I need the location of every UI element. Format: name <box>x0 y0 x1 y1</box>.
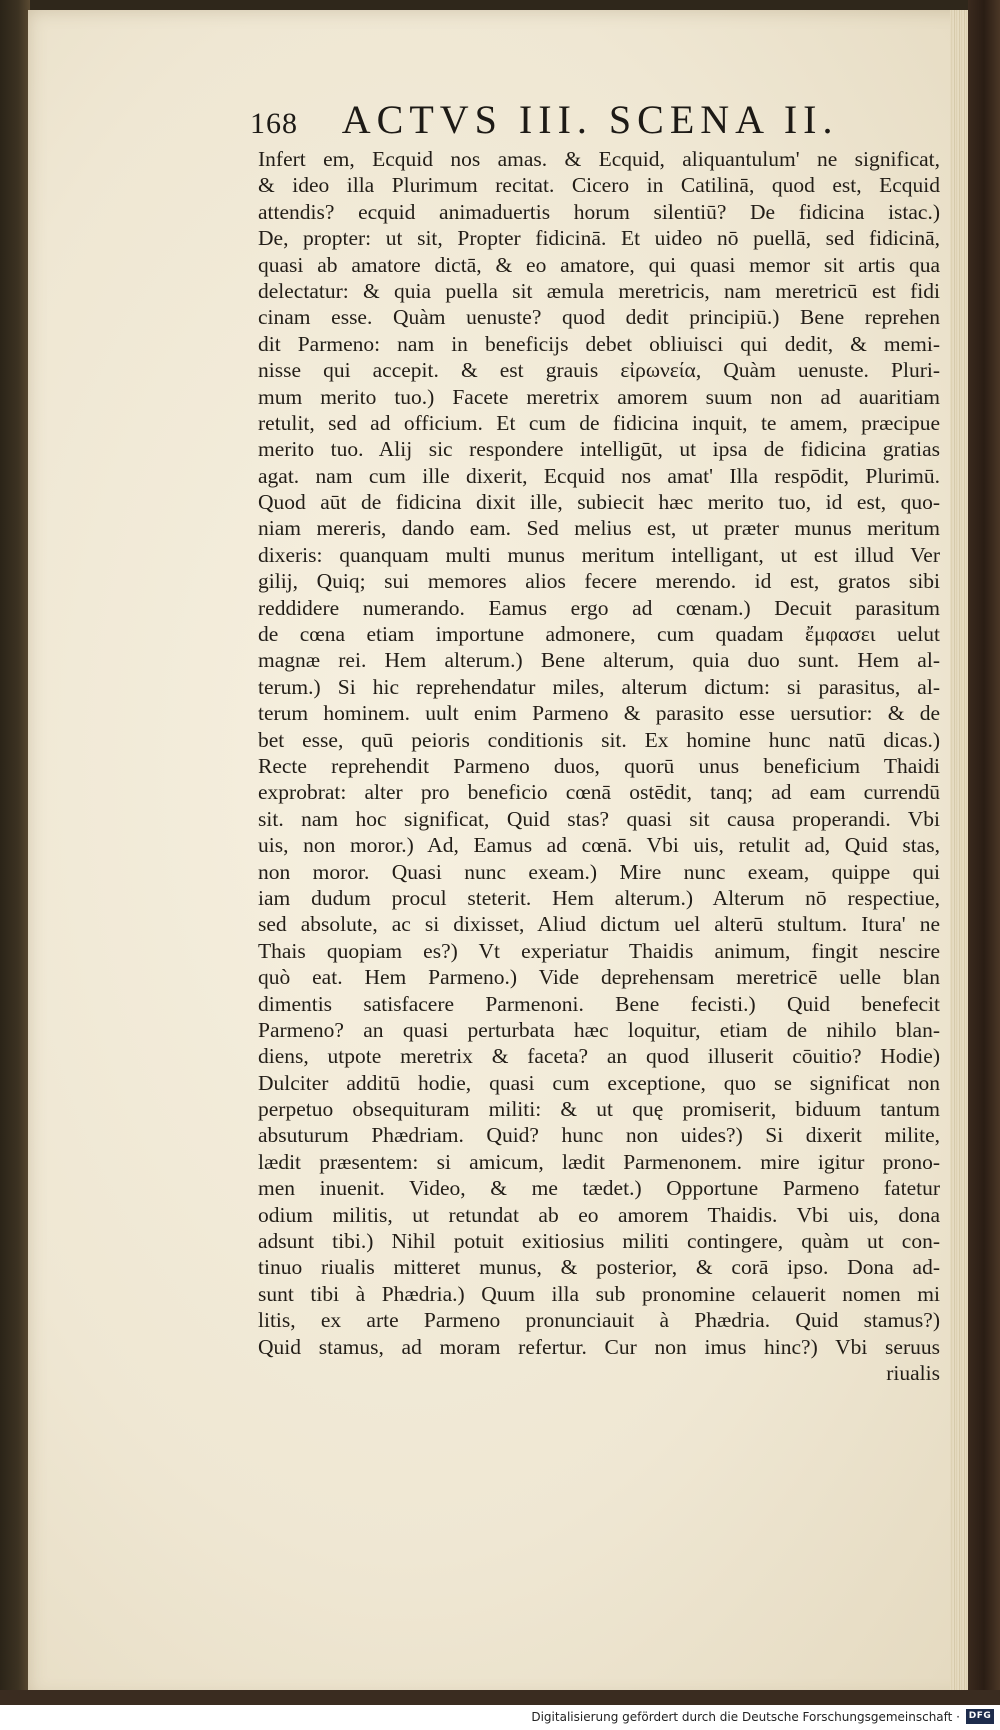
text-line: uis, non moror.) Ad, Eamus ad cœnā. Vbi uis, retulit ad, Quid stas, <box>258 833 940 858</box>
text-line: reddidere numerando. Eamus ergo ad cœnam.) Decuit parasitum <box>258 595 940 620</box>
text-line: lædit præsentem: si amicum, lædit Parmenonem. mire igitur prono- <box>258 1149 940 1174</box>
text-line: men inuenit. Video, & me tædet.) Opportune Parmeno fatetur <box>258 1176 940 1201</box>
dfg-logo: DFG <box>966 1709 994 1724</box>
text-line: cinam esse. Quàm uenuste? quod dedit principiū.) Bene reprehen <box>258 305 940 330</box>
funding-credit: Digitalisierung gefördert durch die Deutsche Forschungsgemeinschaft · <box>531 1710 960 1724</box>
text-line: delectatur: & quia puella sit æmula meretricis, nam meretricū est fidi <box>258 278 940 303</box>
text-line: sed absolute, ac si dixisset, Aliud dictum uel alterū stultum. Itura' ne <box>258 912 940 937</box>
text-line: terum hominem. uult enim Parmeno & parasito esse uersutior: & de <box>258 701 940 726</box>
text-line: sit. nam hoc significat, Quid stas? quasi sit causa properandi. Vbi <box>258 806 940 831</box>
text-line: exprobrat: alter pro beneficio cœnā ostēdit, tanq; ad eam currendū <box>258 780 940 805</box>
text-line: non moror. Quasi nunc exeam.) Mire nunc exeam, quippe qui <box>258 859 940 884</box>
text-line: quasi ab amatore dictā, & eo amatore, qui quasi memor sit artis qua <box>258 252 940 277</box>
text-line: attendis? ecquid animaduertis horum silentiū? De fidicina istac.) <box>258 199 940 224</box>
text-line: magnæ rei. Hem alterum.) Bene alterum, quia duo sunt. Hem al- <box>258 648 940 673</box>
text-line: gilij, Quiq; sui memores alios fecere merendo. id est, gratos sibi <box>258 569 940 594</box>
text-line: Parmeno? an quasi perturbata hæc loquitur, etiam de nihilo blan- <box>258 1017 940 1042</box>
text-line: Recte reprehendit Parmeno duos, quorū unus beneficium Thaidi <box>258 753 940 778</box>
scanner-background-bottom <box>0 1690 1000 1705</box>
text-line: sunt tibi à Phædria.) Quum illa sub pronomine celauerit nomen mi <box>258 1281 940 1306</box>
book-cover-edge <box>968 0 1000 1705</box>
text-line: merito tuo. Alij sic respondere intelligūt, ut ipsa de fidicina gratias <box>258 437 940 462</box>
text-line: Dulciter additū hodie, quasi cum exceptione, quo se significat non <box>258 1070 940 1095</box>
text-line: & ideo illa Plurimum recitat. Cicero in Catilinā, quod est, Ecquid <box>258 173 940 198</box>
text-line: dixeris: quanquam multi munus meritum intelligant, ut est illud Ver <box>258 542 940 567</box>
footer-bar <box>0 1705 1000 1730</box>
text-line: Infert em, Ecquid nos amas. & Ecquid, aliquantulum' ne significat, <box>258 147 940 171</box>
text-line: Quid stamus, ad moram refertur. Cur non imus hinc?) Vbi seruus <box>258 1334 940 1359</box>
text-line: iam dudum procul steterit. Hem alterum.) Alterum nō respectiue, <box>258 885 940 910</box>
text-line: terum.) Si hic reprehendatur miles, alterum dictum: si parasitus, al- <box>258 674 940 699</box>
text-line: absuturum Phædriam. Quid? hunc non uides?) Si dixerit milite, <box>258 1123 940 1148</box>
text-line: retulit, sed ad officium. Et cum de fidicina inquit, te amem, præcipue <box>258 410 940 435</box>
text-line: Thais quopiam es?) Vt experiatur Thaidis animum, fingit nescire <box>258 938 940 963</box>
text-line: niam mereris, dando eam. Sed melius est, ut præter munus meritum <box>258 516 940 541</box>
text-line: diens, utpote meretrix & faceta? an quod illuserit cōuitio? Hodie) <box>258 1044 940 1069</box>
text-line: mum merito tuo.) Facete meretrix amorem suum non ad auaritiam <box>258 384 940 409</box>
text-line: adsunt tibi.) Nihil potuit exitiosius militi contingere, quàm ut con- <box>258 1229 940 1254</box>
text-line: Quod aūt de fidicina dixit ille, subiecit hæc merito tuo, id est, quo- <box>258 490 940 515</box>
text-line: bet esse, quū peioris conditionis sit. Ex homine hunc natū dicas.) <box>258 727 940 752</box>
scanner-background-left <box>0 0 30 1705</box>
text-line: quò eat. Hem Parmeno.) Vide deprehensam meretricē uelle blan <box>258 965 940 990</box>
running-head-title: ACTVS III. SCENA II. <box>341 97 839 142</box>
text-line: perpetuo obsequituram militi: & ut quę promiserit, biduum tantum <box>258 1097 940 1122</box>
text-line: dimentis satisfacere Parmenoni. Bene fecisti.) Quid benefecit <box>258 991 940 1016</box>
running-head <box>250 96 870 144</box>
text-line: De, propter: ut sit, Propter fidicinā. Et uideo nō puellā, sed fidicinā, <box>258 226 940 251</box>
catchword: riualis <box>886 1360 940 1385</box>
text-line: de cœna etiam importune admonere, cum quadam ἔμφασει uelut <box>258 622 940 647</box>
text-line: litis, ex arte Parmeno pronunciauit à Phædria. Quid stamus?) <box>258 1308 940 1333</box>
text-line: nisse qui accepit. & est grauis εἰρωνεία, Quàm uenuste. Pluri- <box>258 358 940 383</box>
page-number: 168 <box>250 107 298 140</box>
text-line: dit Parmeno: nam in beneficijs debet obliuisci qui dedit, & memi- <box>258 331 940 356</box>
text-line: tinuo riualis mitteret munus, & posterior, & corā ipso. Dona ad- <box>258 1255 940 1280</box>
page-body-text <box>258 146 940 1386</box>
text-line: agat. nam cum ille dixerit, Ecquid nos amat' Illa respōdit, Plurimū. <box>258 463 940 488</box>
text-line: odium militis, ut retundat ab eo amorem Thaidis. Vbi uis, dona <box>258 1202 940 1227</box>
